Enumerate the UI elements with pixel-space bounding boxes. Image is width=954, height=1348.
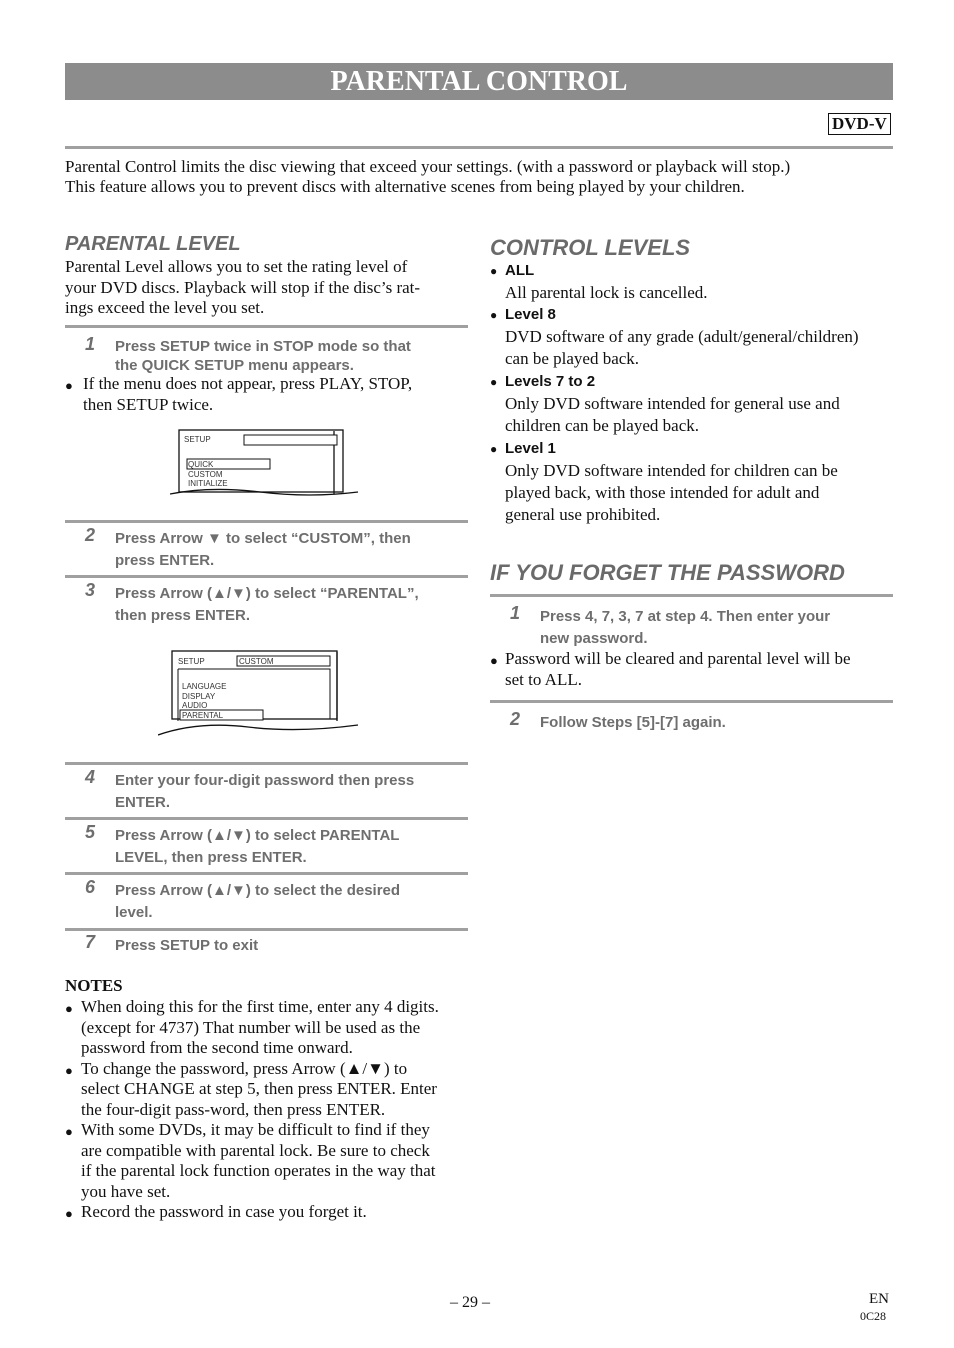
text-line: Only DVD software intended for general use and	[505, 394, 840, 413]
step-line: level.	[115, 904, 153, 921]
text-line: children can be played back.	[505, 416, 699, 435]
step-6	[65, 877, 468, 924]
step-text	[115, 770, 414, 814]
forget-password-heading: IF YOU FORGET THE PASSWORD	[490, 560, 845, 585]
step-divider	[490, 700, 893, 703]
forget-bullet	[490, 649, 893, 690]
step-7	[65, 932, 468, 959]
level-description	[490, 393, 893, 440]
text-line: When doing this for the first time, enter any 4 digits.	[81, 997, 439, 1016]
step-text	[115, 825, 399, 869]
step-number: 7	[85, 932, 96, 952]
text-line: All parental lock is cancelled.	[505, 283, 708, 302]
step-2	[65, 525, 468, 572]
step-line: Press 4, 7, 3, 7 at step 4. Then enter your	[540, 608, 831, 625]
step-text	[115, 337, 411, 375]
menu-item-quick: QUICK	[188, 460, 214, 469]
step-divider	[65, 762, 468, 765]
bullet-icon: ●	[490, 442, 498, 456]
intro-line: Parental Control limits the disc viewing that exceed your settings. (with a password or playback will stop.)	[65, 157, 791, 176]
text-line: If the menu does not appear, press PLAY, STOP,	[83, 374, 413, 393]
document-code: 0C28	[860, 1309, 887, 1323]
step-line: then press ENTER.	[115, 607, 251, 624]
step-3	[65, 580, 468, 627]
parental-level-heading: PARENTAL LEVEL	[65, 233, 241, 255]
text-line: if the parental lock function operates in the way that	[81, 1161, 436, 1180]
step-number: 2	[510, 709, 521, 729]
step-number: 3	[85, 580, 96, 600]
bullet-icon: ●	[65, 1062, 73, 1078]
bullet-icon: ●	[490, 308, 498, 322]
menu-item-initialize: INITIALIZE	[188, 479, 228, 488]
text-line: are compatible with parental lock. Be sure to check	[81, 1140, 430, 1160]
step-4	[65, 767, 468, 814]
step-number: 1	[510, 603, 521, 623]
page-title: PARENTAL CONTROL	[65, 63, 893, 100]
forget-step-1	[490, 603, 893, 650]
text-line: the four-digit pass-word, then press ENTER.	[81, 1099, 386, 1119]
level-description	[490, 326, 893, 373]
text-line: you have set.	[81, 1181, 171, 1201]
text-line: can be played back.	[505, 349, 640, 368]
text-line: played back, with those intended for adult and	[505, 483, 820, 502]
text-line: ings exceed the level you set.	[65, 298, 265, 317]
intro-text	[65, 157, 893, 197]
text-line: DVD software of any grade (adult/general/children)	[505, 327, 859, 346]
menu-item-display: DISPLAY	[182, 691, 216, 701]
step-line: Press SETUP to exit	[115, 937, 259, 954]
note-item	[65, 997, 468, 1059]
screen-menu	[188, 460, 228, 489]
language-code: EN	[869, 1291, 889, 1307]
text-line: Only DVD software intended for children can be	[505, 461, 838, 480]
menu-item-parental: PARENTAL	[182, 710, 224, 720]
step1-bullet	[65, 374, 468, 415]
step-divider	[65, 520, 468, 523]
page-number: – 29 –	[450, 1294, 490, 1311]
custom-setup-screen	[158, 649, 360, 739]
menu-item-language: LANGUAGE	[182, 682, 227, 691]
screen-menu	[182, 682, 226, 720]
step-text	[115, 583, 419, 627]
step-divider	[65, 928, 468, 931]
step-line: Follow Steps [5]-[7] again.	[540, 714, 726, 731]
bullet-icon: ●	[65, 1124, 73, 1139]
menu-item-custom: CUSTOM	[188, 469, 223, 479]
step-text	[540, 606, 830, 650]
note-item	[65, 1120, 468, 1202]
control-levels-list	[490, 262, 893, 526]
text-line: Parental Level allows you to set the rating level of	[65, 257, 408, 276]
step-number: 5	[85, 822, 96, 842]
step-divider	[490, 594, 893, 597]
step-text	[115, 880, 400, 924]
text-line: (except for 4737) That number will be used as the	[81, 1017, 421, 1037]
note-item	[65, 1059, 468, 1121]
text-line: set to ALL.	[505, 669, 582, 689]
notes-title: NOTES	[65, 976, 123, 995]
step-number: 6	[85, 877, 96, 897]
step-5	[65, 822, 468, 869]
bullet-icon: ●	[490, 653, 498, 668]
parental-level-description	[65, 257, 468, 319]
step-line: LEVEL, then press ENTER.	[115, 849, 307, 866]
step-number: 2	[85, 525, 96, 545]
text-line: general use prohibited.	[505, 505, 661, 524]
control-levels-heading: CONTROL LEVELS	[490, 235, 691, 260]
step-line: press ENTER.	[115, 552, 215, 569]
text-line: password from the second time onward.	[81, 1038, 353, 1057]
intro-line: This feature allows you to prevent discs with alternative scenes from being played by your children.	[65, 177, 745, 196]
quick-setup-screen	[170, 428, 360, 498]
step-line: ENTER.	[115, 794, 171, 811]
dvd-v-badge: DVD-V	[828, 113, 891, 135]
level-description	[490, 460, 893, 526]
step-divider	[65, 872, 468, 875]
menu-item-audio: AUDIO	[182, 701, 208, 710]
text-line: To change the password, press Arrow (▲/▼) to	[81, 1058, 408, 1078]
text-line: select CHANGE at step 5, then press ENTER. Enter	[81, 1079, 437, 1098]
text-line: then SETUP twice.	[83, 394, 214, 414]
step-line: Press SETUP twice in STOP mode so that	[115, 338, 411, 355]
step-divider	[65, 817, 468, 820]
notes-list	[65, 997, 468, 1223]
step-number: 4	[85, 767, 96, 787]
step-divider	[65, 325, 468, 328]
step-line: the QUICK SETUP menu appears.	[115, 357, 354, 374]
text-line: your DVD discs. Playback will stop if the disc’s rat-	[65, 277, 421, 297]
step-line: Press Arrow (▲/▼) to select “PARENTAL”,	[115, 585, 419, 602]
level-description	[490, 282, 893, 306]
text-line: With some DVDs, it may be difficult to find if they	[81, 1120, 430, 1139]
screen-title: SETUP	[184, 435, 211, 444]
step-text	[115, 528, 411, 572]
level-label: ● Level 1	[490, 440, 556, 457]
step-line: Press Arrow ▼ to select “CUSTOM”, then	[115, 530, 411, 547]
level-label: ● ALL	[490, 262, 535, 279]
bullet-icon: ●	[65, 378, 73, 393]
step-1	[65, 334, 468, 377]
forget-step-2	[490, 709, 893, 736]
screen-title: SETUP	[178, 657, 205, 666]
bullet-icon: ●	[490, 375, 498, 389]
bullet-icon: ●	[65, 1001, 73, 1016]
text-line: Record the password in case you forget it.	[81, 1202, 367, 1221]
note-item	[65, 1202, 468, 1223]
step-text	[115, 935, 258, 957]
step-line: Enter your four-digit password then press	[115, 772, 415, 789]
level-label: ● Levels 7 to 2	[490, 373, 596, 390]
title-divider	[65, 146, 893, 149]
step-divider	[65, 575, 468, 578]
step-line: Press Arrow (▲/▼) to select PARENTAL	[115, 827, 400, 844]
step-text	[540, 712, 726, 734]
step-line: new password.	[540, 630, 648, 647]
step-line: Press Arrow (▲/▼) to select the desired	[115, 882, 401, 899]
screen-tab: CUSTOM	[239, 657, 274, 666]
text-line: Password will be cleared and parental level will be	[505, 649, 851, 668]
step-number: 1	[85, 334, 96, 354]
bullet-icon: ●	[65, 1206, 73, 1221]
level-label: ● Level 8	[490, 306, 556, 323]
bullet-icon: ●	[490, 264, 498, 278]
